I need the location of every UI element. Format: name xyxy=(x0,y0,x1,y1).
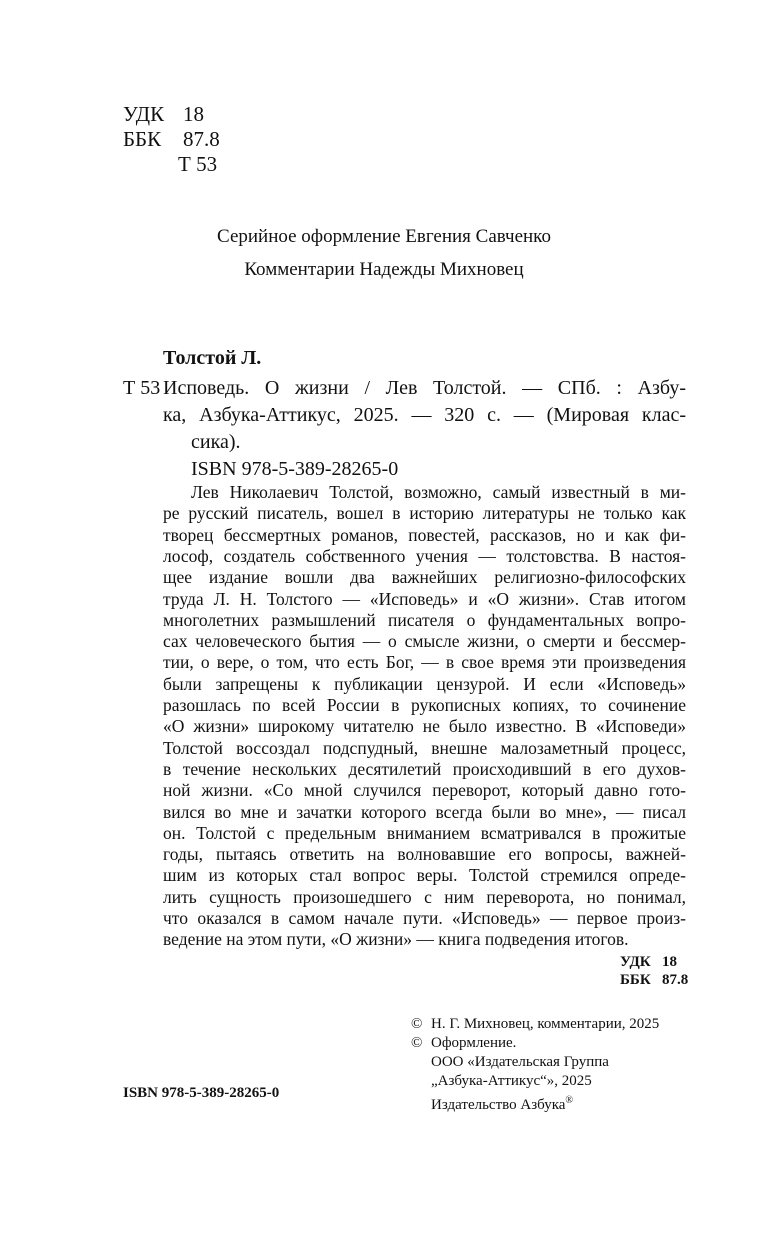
isbn-bottom: ISBN 978-5-389-28265-0 xyxy=(123,1085,280,1101)
annotation-line: Толстой воссоздал подспудный, внешне малозаметный процесс, xyxy=(163,737,686,758)
annotation-line: в течение нескольких десятилетий происходивший в его духов- xyxy=(163,758,686,779)
series-design-credit: Серийное оформление Евгения Савченко xyxy=(217,226,551,247)
author-mark-top: Т 53 xyxy=(178,152,218,176)
bbk-label-top: ББК xyxy=(123,127,162,151)
annotation-line: творец бессмертных романов, повестей, рассказов, но и как фи- xyxy=(163,524,686,545)
annotation-line: труда Л. Н. Толстого — «Исповедь» и «О жизни». Став итогом xyxy=(163,588,686,609)
bbk-value-top: 87.8 xyxy=(183,127,220,151)
record-mark: Т 53 xyxy=(123,377,161,399)
bbk-value-bottom: 87.8 xyxy=(662,972,689,988)
annotation-line: разошлась по всей России в рукописных копиях, то сочинение xyxy=(163,695,686,715)
registered-mark: ® xyxy=(565,1095,574,1106)
annotation-line: ной жизни. «Со мной случился переворот, который давно гото- xyxy=(163,780,686,801)
annotation-line: многолетних размышлений писателя о фундаментальных вопро- xyxy=(163,609,686,630)
annotation-line: что оказался в самом начале пути. «Исповедь» — первое произ- xyxy=(163,908,686,928)
copyright-design: Оформление. xyxy=(431,1035,517,1051)
record-line: ка, Азбука-Аттикус, 2025. — 320 с. — (Мировая клас- xyxy=(163,404,686,426)
annotation-line: вился во мне и зачатки которого всегда были во мне», — писал xyxy=(163,801,686,822)
imprint-name: Издательство Азбука xyxy=(431,1097,566,1113)
record-author: Толстой Л. xyxy=(163,347,262,369)
copyright-symbol: © xyxy=(411,1035,423,1051)
comments-credit: Комментарии Надежды Михновец xyxy=(244,259,524,280)
annotation-line: сах человеческого бытия — о смысле жизни, о смерти и бессмер- xyxy=(163,631,686,652)
copyright-symbol: © xyxy=(411,1016,423,1032)
copyright-imprint xyxy=(431,1091,573,1115)
annotation-line: лософ, создатель собственного учения — толстовства. В настоя- xyxy=(163,545,686,566)
annotation-line: ре русский писатель, вошел в историю литературы не только как xyxy=(163,503,686,524)
annotation-line: щее издание вошли два важнейших религиозно-философских xyxy=(163,567,686,588)
annotation-line: ведение на этом пути, «О жизни» — книга подведения итогов. xyxy=(163,929,629,950)
record-line: сика). xyxy=(191,431,241,453)
annotation-line: Лев Николаевич Толстой, возможно, самый известный в ми- xyxy=(191,482,686,502)
annotation-line: годы, пытаясь ответить на волновавшие его вопросы, важней- xyxy=(163,844,686,865)
udk-label-bottom: УДК xyxy=(620,954,651,970)
bbk-label-bottom: ББК xyxy=(620,972,651,988)
copyright-comments: Н. Г. Михновец, комментарии, 2025 xyxy=(431,1016,660,1032)
annotation-line: «О жизни» широкому читателю не было известно. В «Исповеди» xyxy=(163,716,686,737)
annotation-line: тии, о вере, о том, что есть Бог, — в свое время эти произведения xyxy=(163,652,686,673)
copyright-publisher-group: ООО «Издательская Группа xyxy=(431,1054,609,1070)
annotation-line: были запрещены к публикации цензурой. И если «Исповедь» xyxy=(163,673,686,694)
annotation-line: лить сущность произошедшего с ним переворота, но понимал, xyxy=(163,886,686,907)
record-line: Исповедь. О жизни / Лев Толстой. — СПб. : Азбу- xyxy=(163,377,686,399)
udk-value-top: 18 xyxy=(183,102,204,126)
udk-label-top: УДК xyxy=(123,102,165,126)
annotation-line: шим из которых стал вопрос веры. Толстой стремился опреде- xyxy=(163,865,686,886)
record-isbn: ISBN 978-5-389-28265-0 xyxy=(191,458,399,480)
copyright-publisher-name: „Азбука-Аттикус“», 2025 xyxy=(431,1073,592,1089)
udk-value-bottom: 18 xyxy=(662,954,677,970)
annotation-line: он. Толстой с предельным вниманием всматривался в прожитые xyxy=(163,822,686,843)
